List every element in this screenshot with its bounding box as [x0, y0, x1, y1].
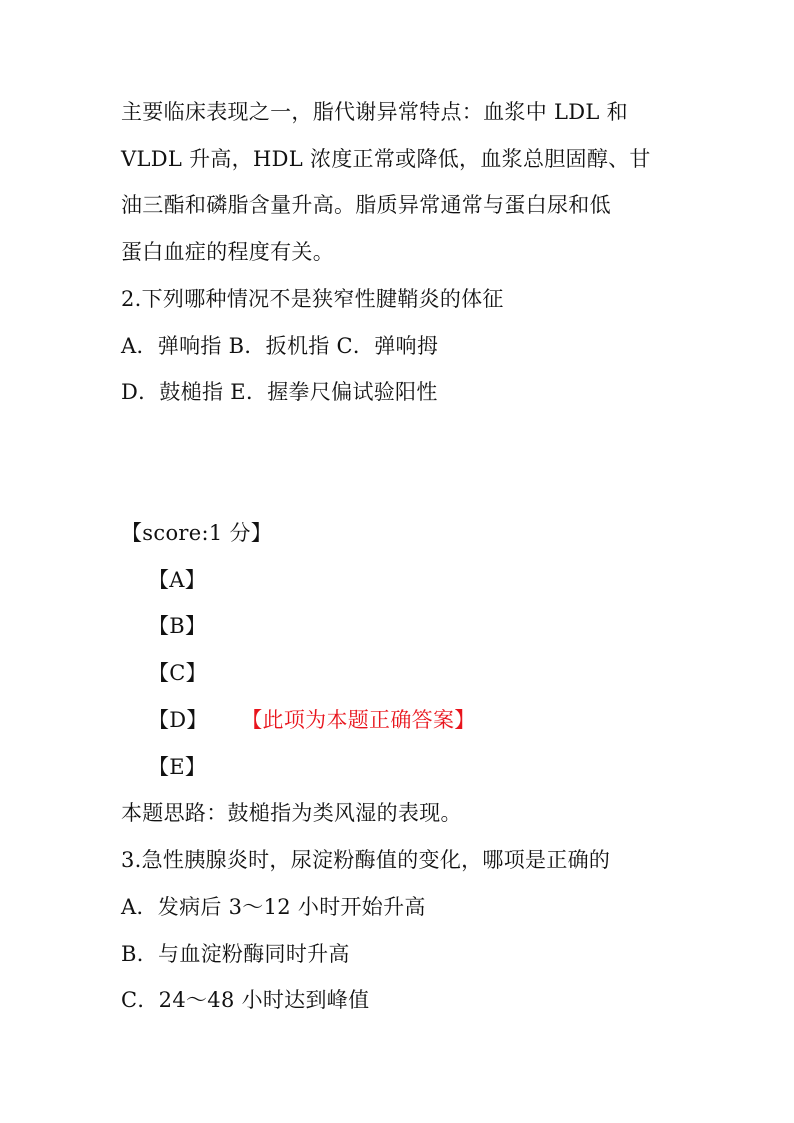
explanation-text: 本题思路：鼓槌指为类风湿的表现。 — [121, 801, 462, 825]
correct-answer-note: 【此项为本题正确答案】 — [251, 708, 476, 732]
paragraph-line-4: 蛋白血症的程度有关。 — [121, 240, 334, 264]
choice-e[interactable]: 【E】 — [148, 755, 207, 779]
question-2-options-row-1: A．弹响指 B．扳机指 C．弹响拇 — [121, 334, 439, 358]
question-3-option-a: A．发病后 3～12 小时开始升高 — [121, 895, 426, 919]
paragraph-line-3: 油三酯和磷脂含量升高。脂质异常通常与蛋白尿和低 — [121, 193, 611, 217]
paragraph-line-1: 主要临床表现之一，脂代谢异常特点：血浆中 LDL 和 — [121, 100, 628, 124]
choice-b[interactable]: 【B】 — [148, 614, 207, 638]
question-3-option-b: B．与血淀粉酶同时升高 — [121, 942, 350, 966]
question-2-text: 2.下列哪种情况不是狭窄性腱鞘炎的体征 — [121, 287, 504, 311]
choice-c[interactable]: 【C】 — [148, 661, 207, 685]
choice-d-row[interactable] — [148, 705, 476, 735]
paragraph-line-2: VLDL 升高，HDL 浓度正常或降低，血浆总胆固醇、甘 — [121, 147, 651, 171]
question-3-text: 3.急性胰腺炎时，尿淀粉酶值的变化，哪项是正确的 — [121, 848, 611, 872]
choice-d[interactable]: 【D】 — [148, 708, 208, 732]
question-3-option-c: C．24～48 小时达到峰值 — [121, 988, 370, 1012]
question-2-options-row-2: D．鼓槌指 E．握拳尺偏试验阳性 — [121, 380, 438, 404]
score-label: 【score:1 分】 — [121, 521, 273, 545]
choice-a[interactable]: 【A】 — [148, 568, 207, 592]
